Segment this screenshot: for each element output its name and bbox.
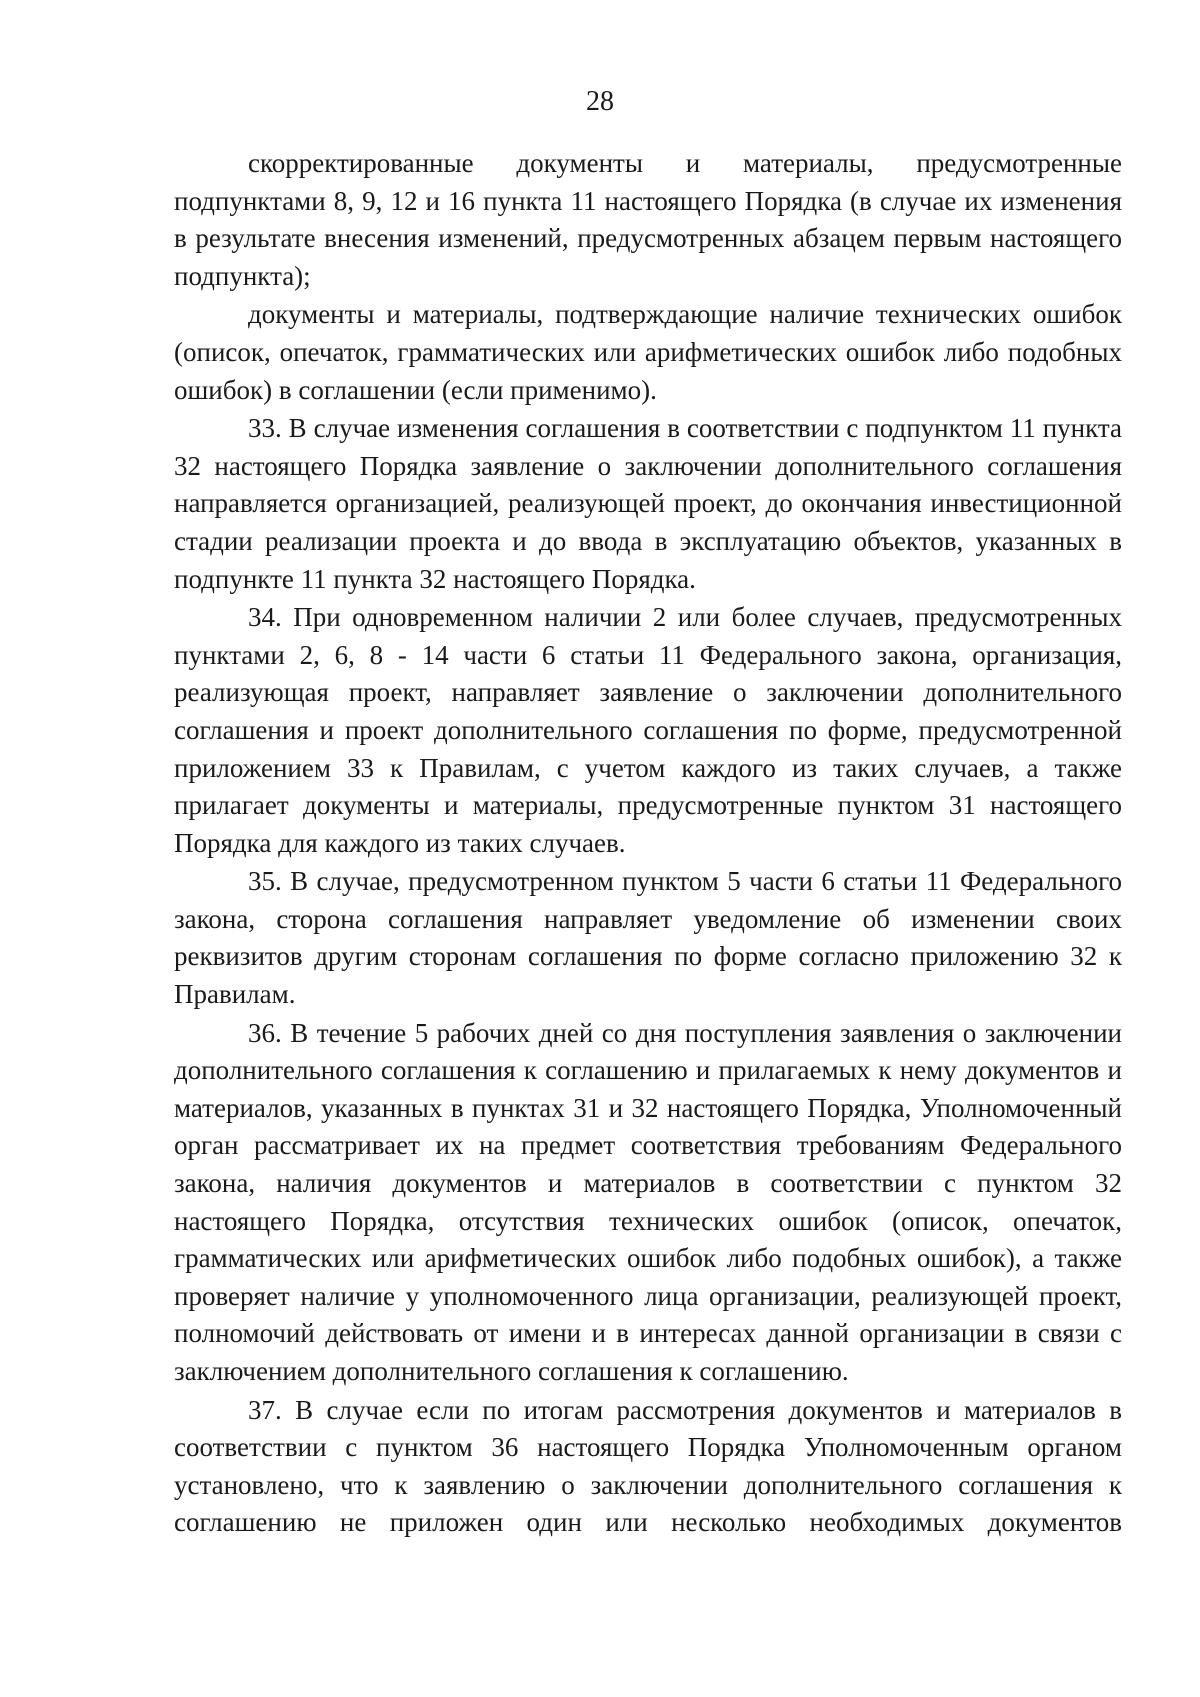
paragraph-34: 34. При одновременном наличии 2 или более случаев, предусмотренных пунктами 2, 6, 8 - 14 части 6 статьи 11 Федерального закона, организация, реализующая проект, направляет заявление о заключении дополнительного соглашения и проект дополнительного соглашения по форме, предусмотренной приложением 33 к Правилам, с учетом каждого из таких случаев, а также прилагает документы и материалы, предусмотренные пунктом 31 настоящего Порядка для каждого из таких случаев. xyxy=(174,602,1122,858)
paragraph-33: 33. В случае изменения соглашения в соответствии с подпунктом 11 пункта 32 настоящего Порядка заявление о заключении дополнительного соглашения направляется организацией, реализующей проект, до окончания инвестиционной стадии реализации проекта и до ввода в эксплуатацию объектов, указанных в подпункте 11 пункта 32 настоящего Порядка. xyxy=(174,413,1122,594)
document-body xyxy=(174,145,1122,1543)
paragraph-37: 37. В случае если по итогам рассмотрения документов и материалов в соответствии с пунктом 36 настоящего Порядка Уполномоченным органом установлено, что к заявлению о заключении дополнительного соглашения к соглашению не приложен один или несколько необходимых документов xyxy=(174,1394,1122,1538)
paragraph-35: 35. В случае, предусмотренном пунктом 5 части 6 статьи 11 Федерального закона, сторона соглашения направляет уведомление об изменении своих реквизитов другим сторонам соглашения по форме согласно приложению 32 к Правилам. xyxy=(174,866,1122,1010)
paragraph-documents-corrected: скорректированные документы и материалы, предусмотренные подпунктами 8, 9, 12 и 16 пункта 11 настоящего Порядка (в случае их изменения в результате внесения изменений, предусмотренных абзацем первым настоящего подпункта); xyxy=(174,148,1122,291)
page-number: 28 xyxy=(586,86,614,117)
paragraph-documents-technical-errors: документы и материалы, подтверждающие наличие технических ошибок (описок, опечаток, грамматических или арифметических ошибок либо подобных ошибок) в соглашении (если применимо). xyxy=(174,299,1122,405)
paragraph-36: 36. В течение 5 рабочих дней со дня поступления заявления о заключении дополнительного соглашения к соглашению и прилагаемых к нему документов и материалов, указанных в пунктах 31 и 32 настоящего Порядка, Уполномоченный орган рассматривает их на предмет соответствия требованиям Федерального закона, наличия документов и материалов в соответствии с пунктом 32 настоящего Порядка, отсутствия технических ошибок (описок, опечаток, грамматических или арифметических ошибок либо подобных ошибок), а также проверяет наличие у уполномоченного лица организации, реализующей проект, полномочий действовать от имени и в интересах данной организации в связи с заключением дополнительного соглашения к соглашению. xyxy=(174,1017,1122,1386)
